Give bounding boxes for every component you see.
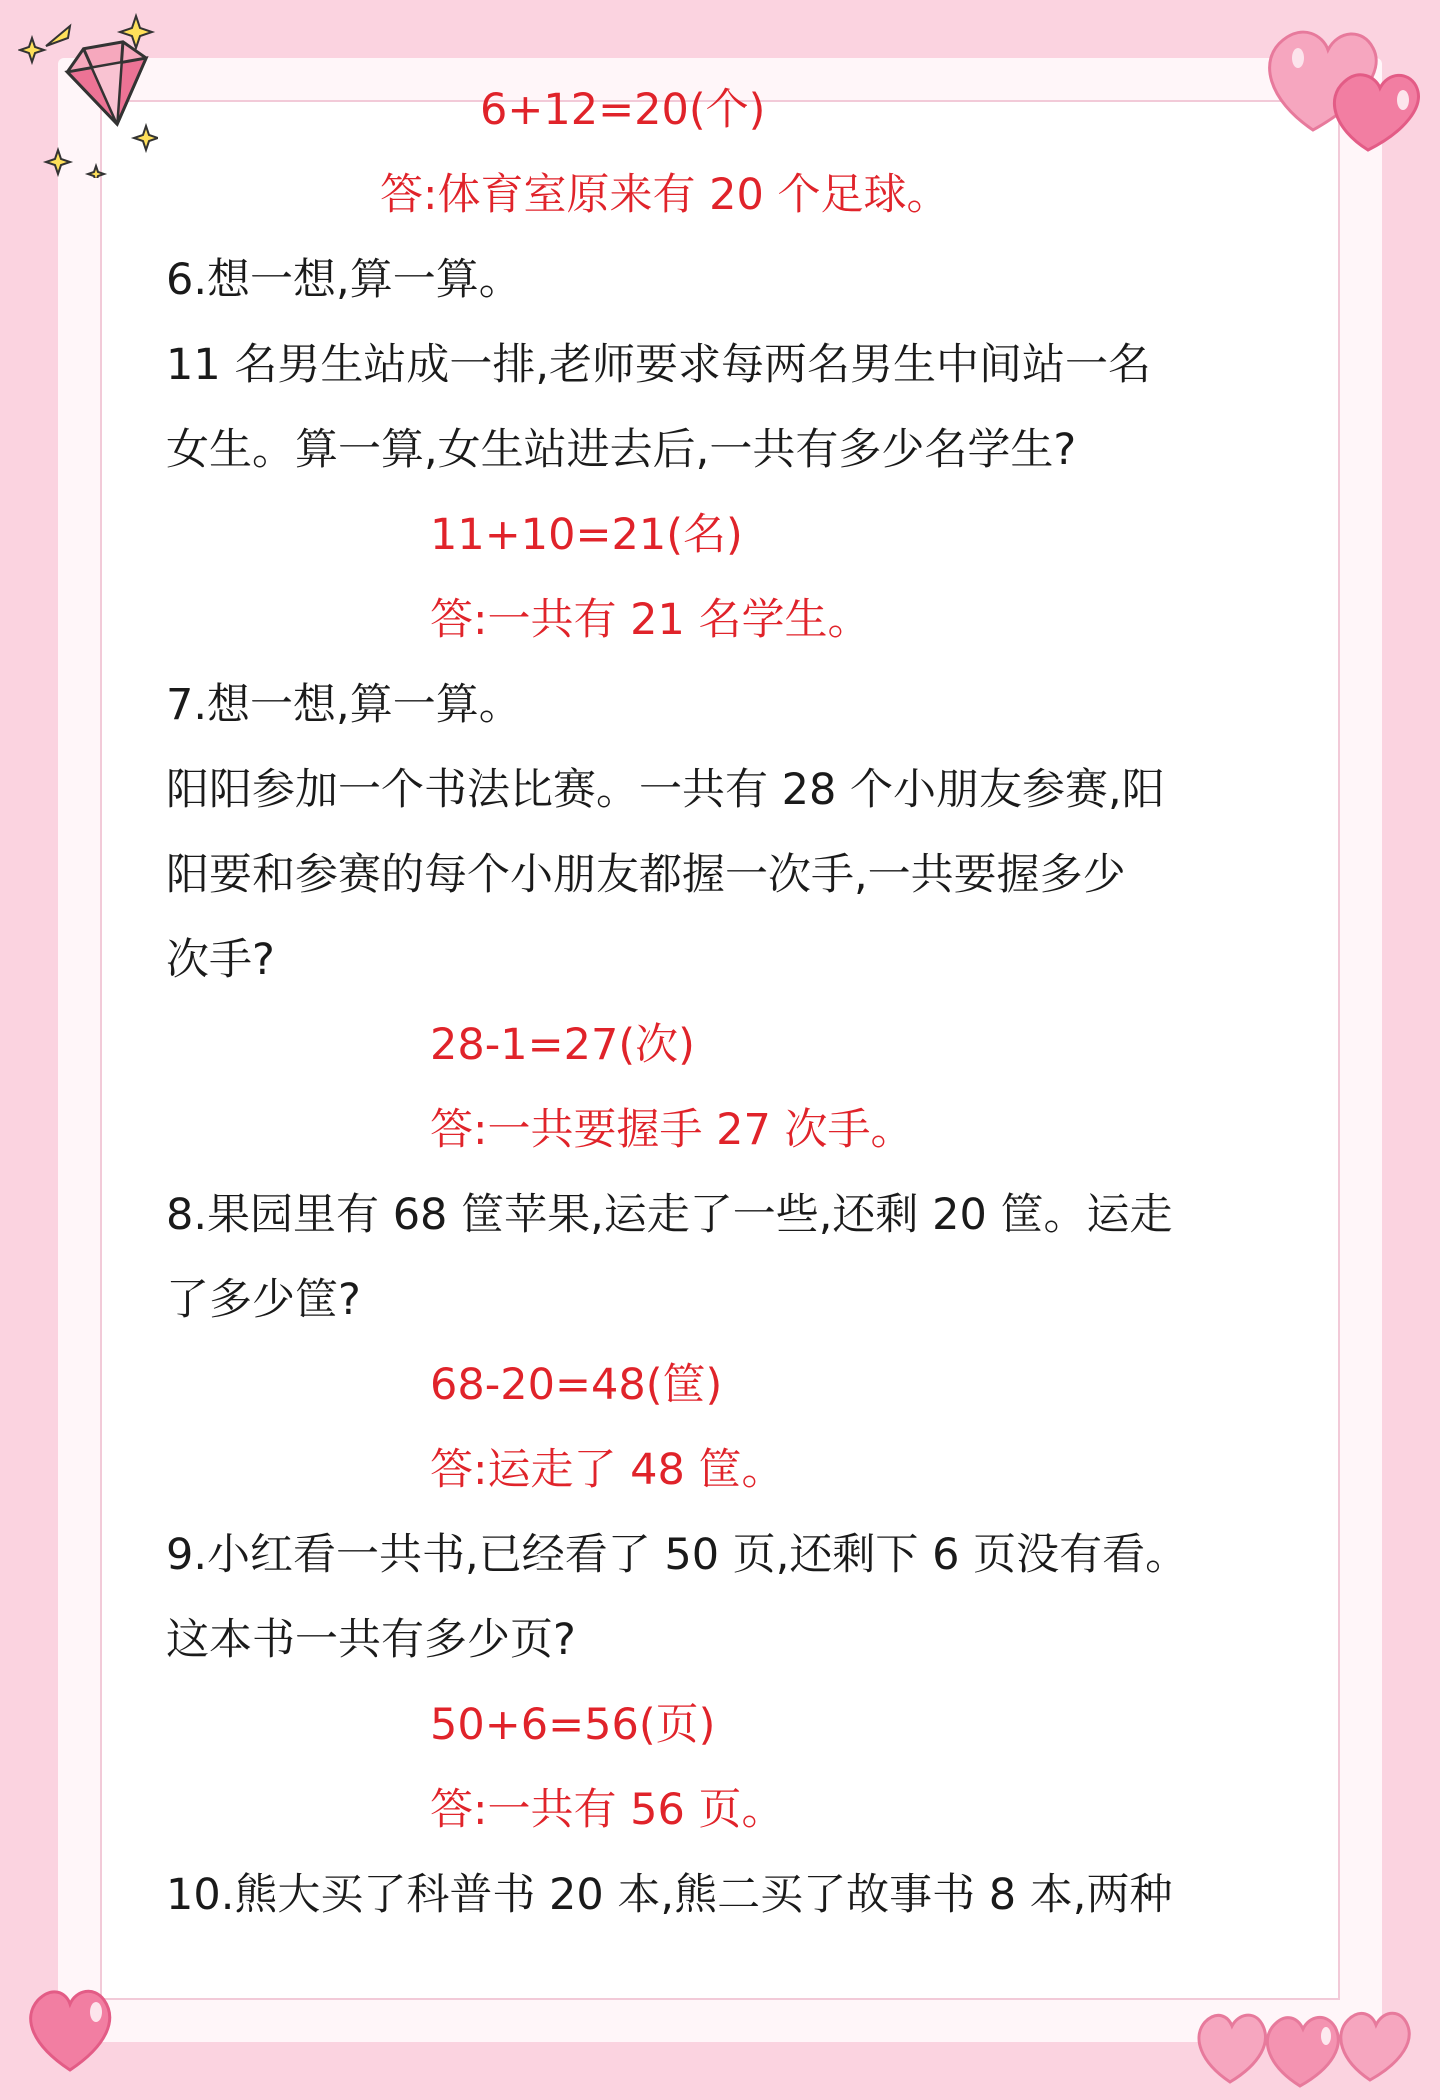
answer-line: 答:一共要握手 27 次手。 bbox=[430, 1105, 914, 1155]
question-line: 次手? bbox=[166, 935, 275, 985]
answer-line: 6+12=20(个) bbox=[480, 85, 766, 135]
answer-line: 28-1=27(次) bbox=[430, 1020, 695, 1070]
answer-line: 50+6=56(页) bbox=[430, 1700, 716, 1750]
question-line: 7.想一想,算一算。 bbox=[166, 680, 522, 730]
question-line: 了多少筐? bbox=[166, 1275, 361, 1325]
sparkle-icon bbox=[46, 26, 70, 46]
sparkle-icon bbox=[88, 166, 104, 178]
answer-line: 68-20=48(筐) bbox=[430, 1360, 723, 1410]
question-line: 11 名男生站成一排,老师要求每两名男生中间站一名 bbox=[166, 340, 1152, 390]
question-line: 阳要和参赛的每个小朋友都握一次手,一共要握多少 bbox=[166, 850, 1126, 900]
question-line: 10.熊大买了科普书 20 本,熊二买了故事书 8 本,两种 bbox=[166, 1870, 1173, 1920]
question-line: 阳阳参加一个书法比赛。一共有 28 个小朋友参赛,阳 bbox=[166, 765, 1165, 815]
question-line: 这本书一共有多少页? bbox=[166, 1615, 576, 1665]
question-line: 6.想一想,算一算。 bbox=[166, 255, 522, 305]
diamond-icon bbox=[18, 8, 158, 178]
sparkle-icon bbox=[134, 126, 158, 150]
question-line: 9.小红看一共书,已经看了 50 页,还剩下 6 页没有看。 bbox=[166, 1530, 1189, 1580]
answer-line: 答:一共有 21 名学生。 bbox=[430, 595, 871, 645]
hearts-icon bbox=[1190, 1992, 1430, 2092]
hearts-icon bbox=[1258, 10, 1438, 160]
question-line: 8.果园里有 68 筐苹果,运走了一些,还剩 20 筐。运走 bbox=[166, 1190, 1173, 1240]
sparkle-icon bbox=[20, 38, 44, 62]
answer-line: 答:一共有 56 页。 bbox=[430, 1785, 785, 1835]
answer-line: 答:体育室原来有 20 个足球。 bbox=[380, 170, 950, 220]
answer-line: 11+10=21(名) bbox=[430, 510, 743, 560]
heart-icon bbox=[20, 1980, 120, 2075]
sparkle-icon bbox=[46, 150, 70, 174]
answer-line: 答:运走了 48 筐。 bbox=[430, 1445, 785, 1495]
question-line: 女生。算一算,女生站进去后,一共有多少名学生? bbox=[166, 425, 1077, 475]
